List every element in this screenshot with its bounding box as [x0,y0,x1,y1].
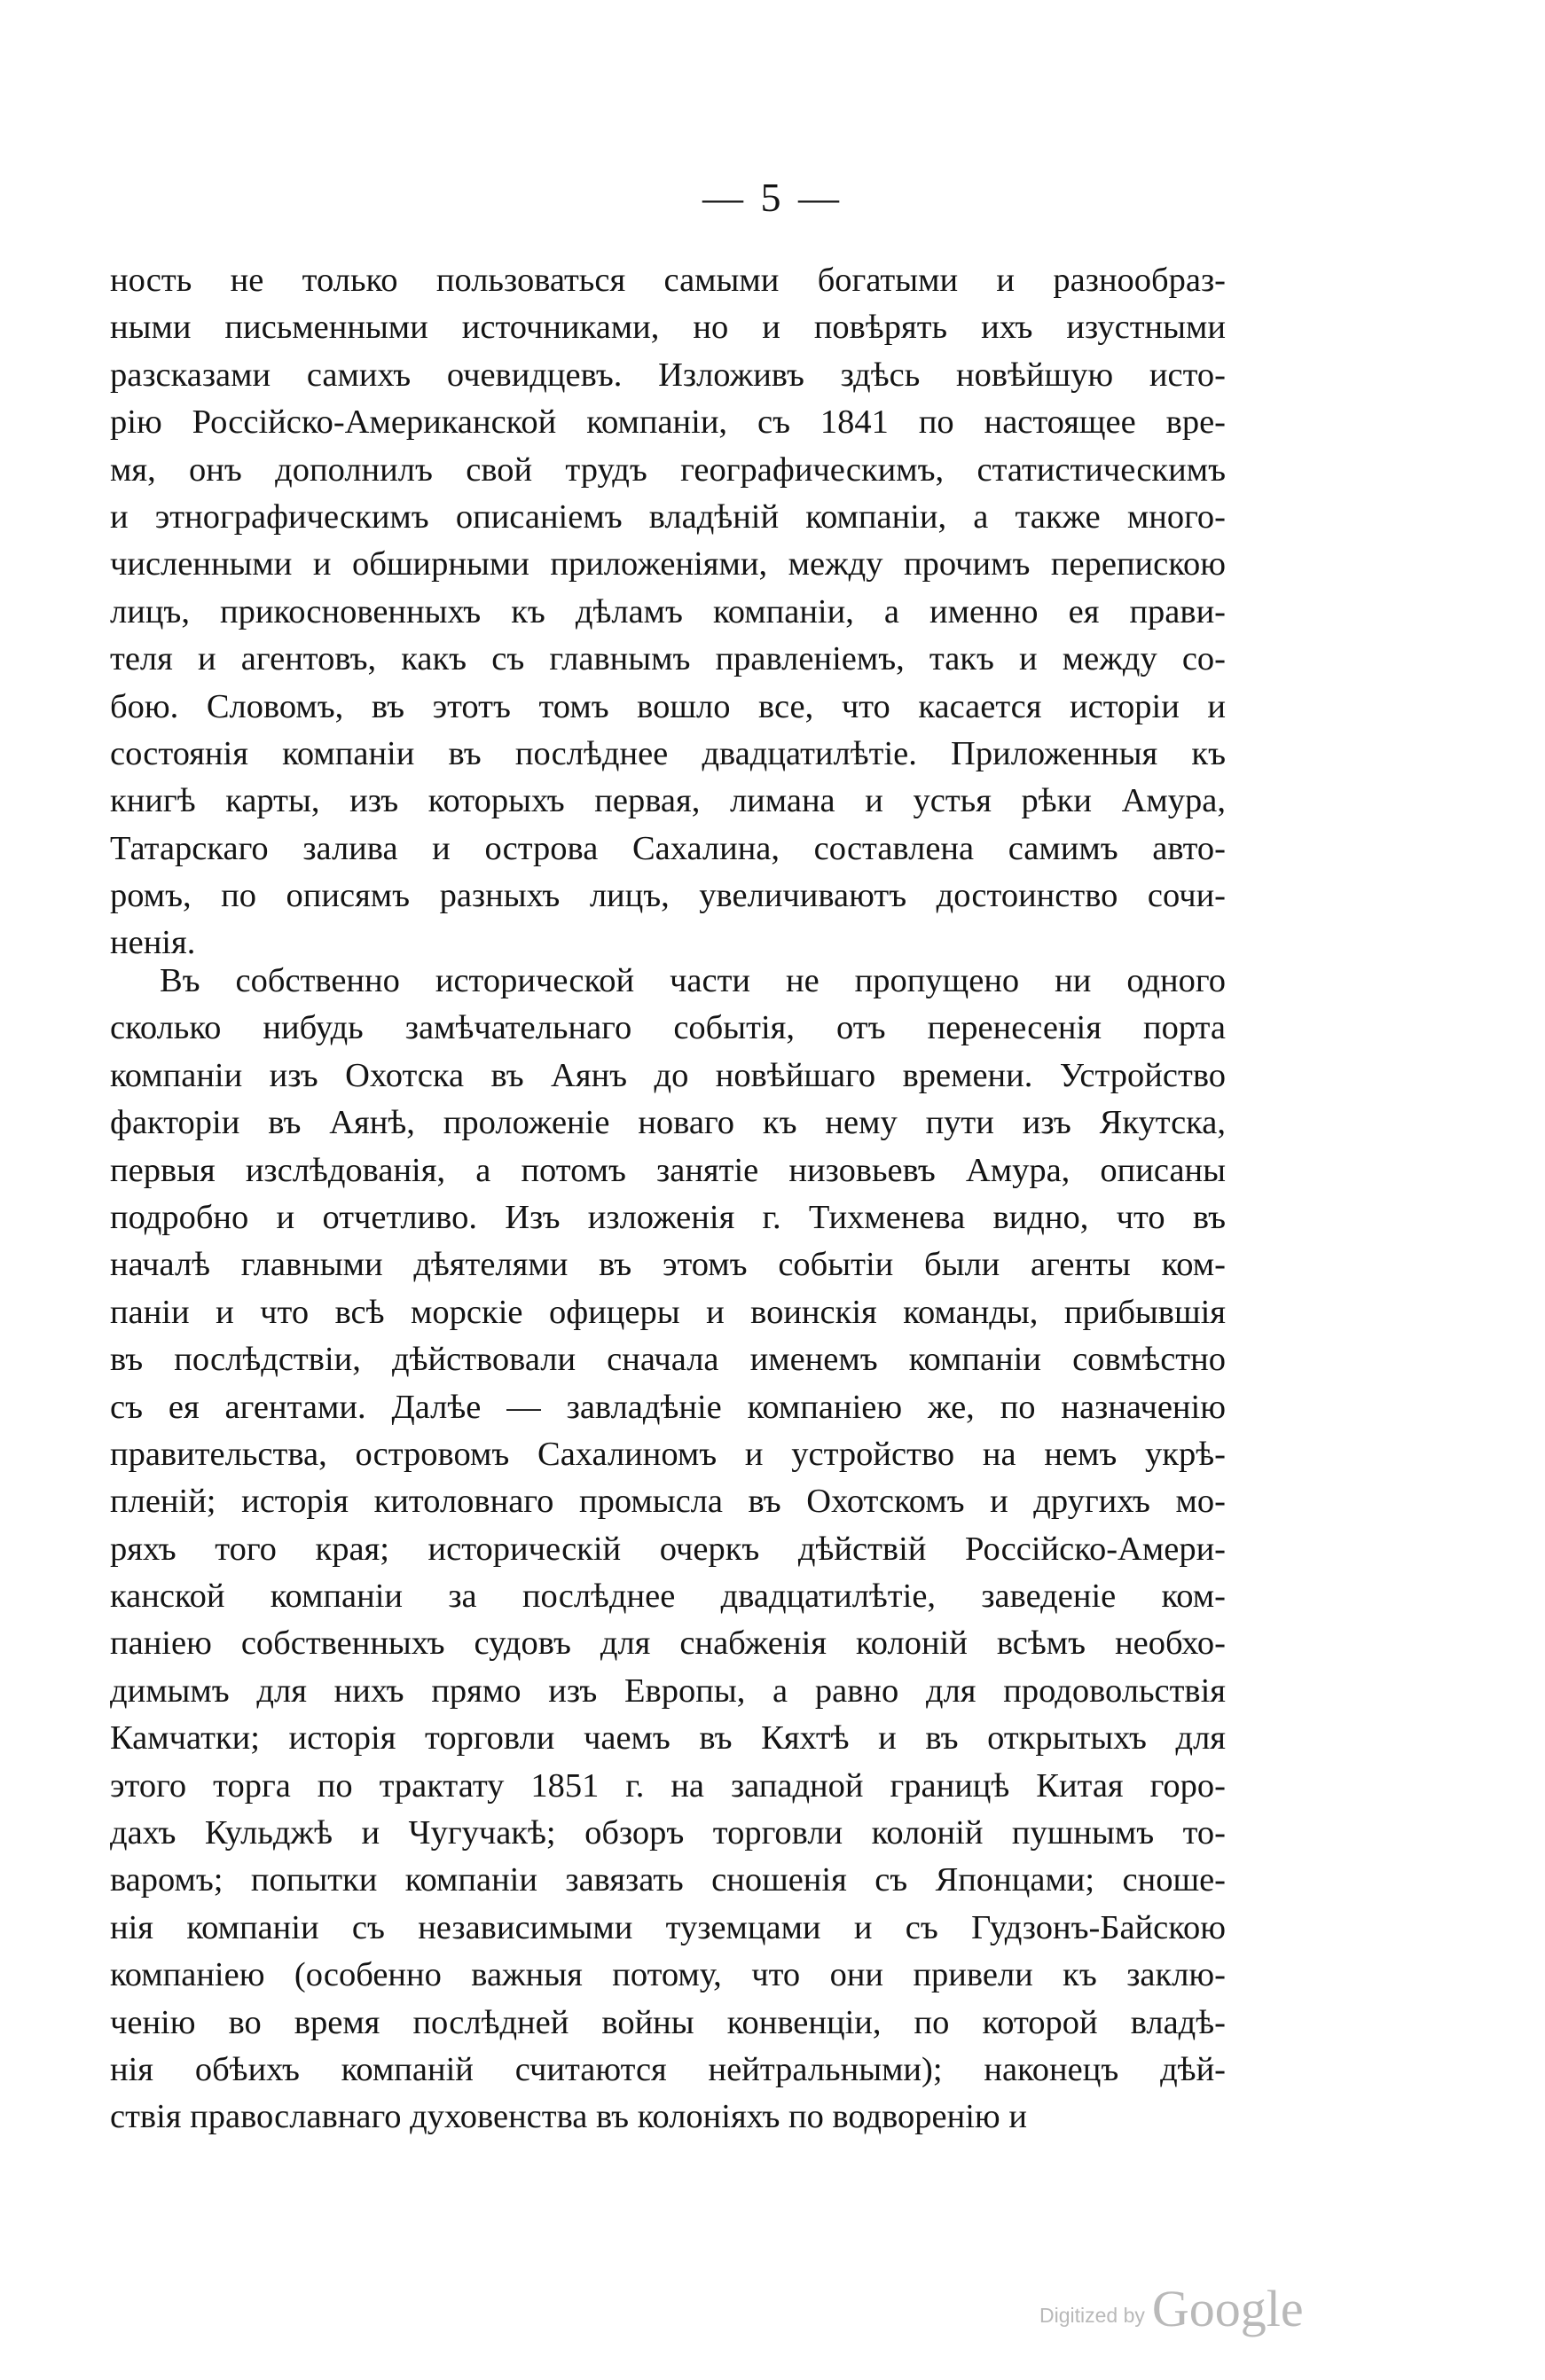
paragraph-2 [110,958,1226,2141]
text-line: нія компаніи съ независимыми туземцами и съ Гудзонъ-Байскою [110,1908,1226,1946]
text-line: ненія. [110,924,196,962]
text-line: ченію во время послѣдней войны конвенціи, по которой владѣ- [110,2003,1226,2041]
text-line: бою. Словомъ, въ этотъ томъ вошло все, что касается исторіи и [110,687,1226,725]
text-line: Камчатки; исторія торговли чаемъ въ Кяхтѣ и въ открытыхъ для [110,1719,1226,1758]
text-line: канской компаніи за послѣднее двадцатилѣтіе, заведеніе ком- [110,1578,1226,1616]
text-line: съ ея агентами. Далѣе — завладѣніе компаніею же, по назначенію [110,1388,1226,1426]
text-line: ными письменными источниками, но и повѣрять ихъ изустными [110,309,1226,347]
text-line: сколько нибудь замѣчательнаго событія, отъ перенесенія порта [110,1009,1226,1047]
text-line: первыя изслѣдованія, а потомъ занятіе низовьевъ Амура, описаны [110,1151,1226,1189]
text-line: паніи и что всѣ морскіе офицеры и воинскія команды, прибывшія [110,1293,1226,1331]
text-line: ромъ, по описямъ разныхъ лицъ, увеличиваютъ достоинство сочи- [110,877,1226,915]
text-line: мя, онъ дополнилъ свой трудъ географическимъ, статистическимъ [110,450,1226,489]
text-line: книгѣ карты, изъ которыхъ первая, лимана и устья рѣки Амура, [110,782,1226,820]
text-line: численными и обширными приложеніями, между прочимъ перепискою [110,545,1226,583]
text-line: пленій; исторія китоловнаго промысла въ Охотскомъ и другихъ мо- [110,1483,1226,1521]
text-line: началѣ главными дѣятелями въ этомъ событіи были агенты ком- [110,1246,1226,1284]
text-line: дахъ Кульджѣ и Чугучакѣ; обзоръ торговли колоній пушнымъ то- [110,1814,1226,1852]
text-line: подробно и отчетливо. Изъ изложенія г. Тихменева видно, что въ [110,1198,1226,1236]
text-line: факторіи въ Аянѣ, проложеніе новаго къ нему пути изъ Якутска, [110,1104,1226,1142]
text-line: нія обѣихъ компаній считаются нейтральными); наконецъ дѣй- [110,2050,1226,2088]
text-line: лицъ, прикосновенныхъ къ дѣламъ компаніи, а именно ея прави- [110,592,1226,630]
paragraph-1 [110,257,1226,967]
text-line: состоянія компаніи въ послѣднее двадцатилѣтіе. Приложенныя къ [110,734,1226,772]
text-line: компаніею (особенно важныя потому, что они привели къ заклю- [110,1956,1226,1994]
digitization-watermark [1039,2279,1304,2338]
text-line: рію Россійско-Американской компаніи, съ 1841 по настоящее вре- [110,403,1226,442]
text-line: варомъ; попытки компаніи завязать сношенія съ Японцами; сноше- [110,1861,1226,1899]
text-line: правительства, островомъ Сахалиномъ и устройство на немъ укрѣ- [110,1435,1226,1473]
text-line: въ послѣдствіи, дѣйствовали сначала именемъ компаніи совмѣстно [110,1341,1226,1379]
watermark-prefix: Digitized by [1039,2304,1145,2327]
text-line: Въ собственно исторической части не пропущено ни одного [160,962,1226,999]
text-line: и этнографическимъ описаніемъ владѣній компаніи, а также много- [110,497,1226,536]
text-line: Татарскаго залива и острова Сахалина, составлена самимъ авто- [110,829,1226,867]
text-line: ряхъ того края; историческій очеркъ дѣйствій Россійско-Амери- [110,1530,1226,1568]
text-line: этого торга по трактату 1851 г. на западной границѣ Китая горо- [110,1766,1226,1805]
google-logo: Google [1151,2280,1304,2337]
text-line: димымъ для нихъ прямо изъ Европы, а равно для продовольствія [110,1671,1226,1710]
text-line: теля и агентовъ, какъ съ главнымъ правленіемъ, такъ и между со- [110,640,1226,678]
text-line: ствія православнаго духовенства въ колоніяхъ по водворенію и [110,2098,1027,2136]
text-line: ность не только пользоваться самыми богатыми и разнообраз- [110,262,1226,299]
page-number-header: — 5 — [702,175,843,220]
text-line: компаніи изъ Охотска въ Аянъ до новѣйшаго времени. Устройство [110,1056,1226,1094]
text-line: разсказами самихъ очевидцевъ. Изложивъ здѣсь новѣйшую исто- [110,356,1226,394]
text-line: паніею собственныхъ судовъ для снабженія колоній всѣмъ необхо- [110,1625,1226,1663]
